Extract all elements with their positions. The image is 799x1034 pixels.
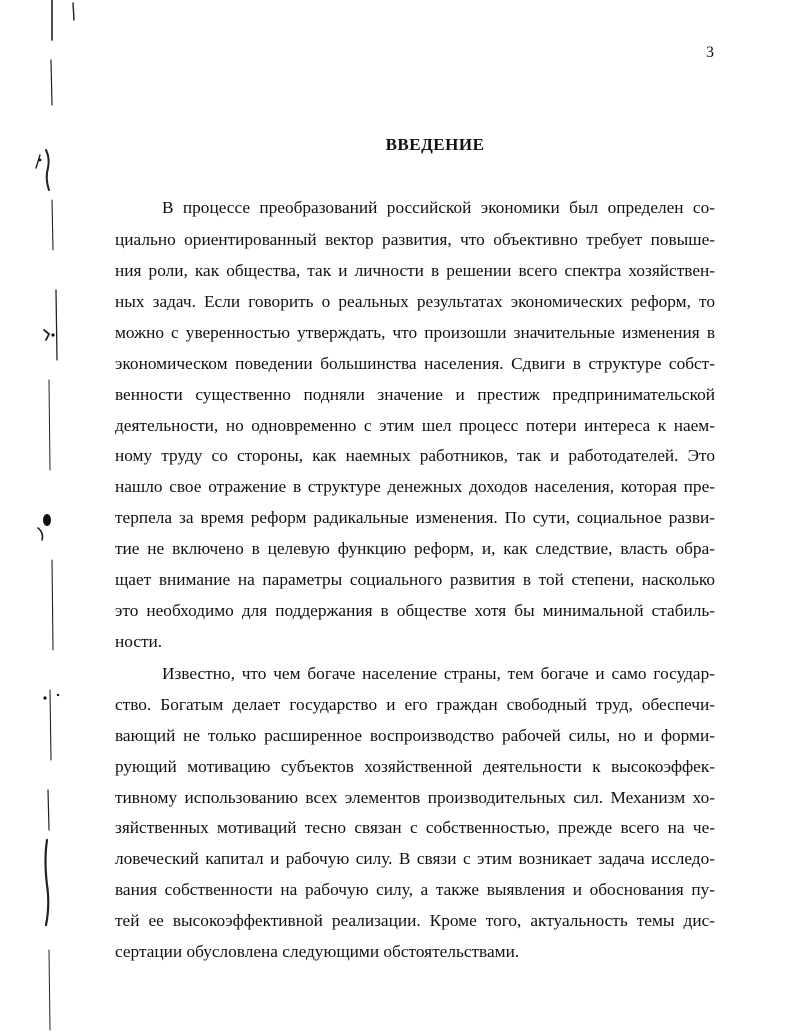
paragraph-line: вания собственности на рабочую силу, а также выявления и обоснования пу- — [115, 880, 715, 899]
paragraph-line: рующий мотивацию субъектов хозяйственной деятельности к высокоэффек- — [115, 757, 715, 776]
section-title: ВВЕДЕНИЕ — [385, 135, 485, 154]
paragraph-line: ния роли, как общества, так и личности в решении всего спектра хозяйствен- — [115, 261, 715, 280]
page-number: 3 — [706, 44, 714, 61]
paragraph-line: ности. — [115, 632, 163, 651]
paragraph-line: ных задач. Если говорить о реальных результатах экономических реформ, то — [115, 292, 715, 311]
paragraph-line: тивному использованию всех элементов производительных сил. Механизм хо- — [115, 788, 715, 807]
paragraph-line: сертации обусловлена следующими обстоятельствами. — [115, 942, 520, 961]
paragraph-line: В процессе преобразований российской экономики был определен со- — [162, 198, 715, 217]
paragraph-line: деятельности, но одновременно с этим шел процесс потери интереса к наем- — [115, 416, 715, 435]
paragraph-line: циально ориентированный вектор развития, что объективно требует повыше- — [115, 230, 715, 249]
paragraph-line: Известно, что чем богаче население страны, тем богаче и само государ- — [162, 664, 715, 683]
paragraph-line: вающий не только расширенное воспроизводство рабочей силы, но и форми- — [115, 726, 715, 745]
paragraph-line: ловеческий капитал и рабочую силу. В связи с этим возникает задача исследо- — [115, 849, 715, 868]
scan-edge-artifacts — [0, 0, 90, 1034]
paragraph-line: нашло свое отражение в структуре денежных доходов населения, которая пре- — [115, 477, 715, 496]
paragraph-line: экономическом поведении большинства населения. Сдвиги в структуре собст- — [115, 354, 715, 373]
paragraph-line: тей ее высокоэффективной реализации. Кроме того, актуальность темы дис- — [115, 911, 715, 930]
paragraph-line: щает внимание на параметры социального развития в той степени, насколько — [115, 570, 715, 589]
paragraph-line: это необходимо для поддержания в обществе хотя бы минимальной стабиль- — [115, 601, 715, 620]
paragraph-line: ному труду со стороны, как наемных работников, так и работодателей. Это — [115, 446, 715, 465]
paragraph-line: зяйственных мотиваций тесно связан с собственностью, прежде всего на че- — [115, 818, 715, 837]
paragraph-line: терпела за время реформ радикальные изменения. По сути, социальное разви- — [115, 508, 715, 527]
paragraph-line: тие не включено в целевую функцию реформ, и, как следствие, власть обра- — [115, 539, 715, 558]
paragraph-line: венности существенно подняли значение и престиж предпринимательской — [115, 385, 715, 404]
paragraph-line: ство. Богатым делает государство и его граждан свободный труд, обеспечи- — [115, 695, 715, 714]
paragraph-line: можно с уверенностью утверждать, что произошли значительные изменения в — [115, 323, 715, 342]
